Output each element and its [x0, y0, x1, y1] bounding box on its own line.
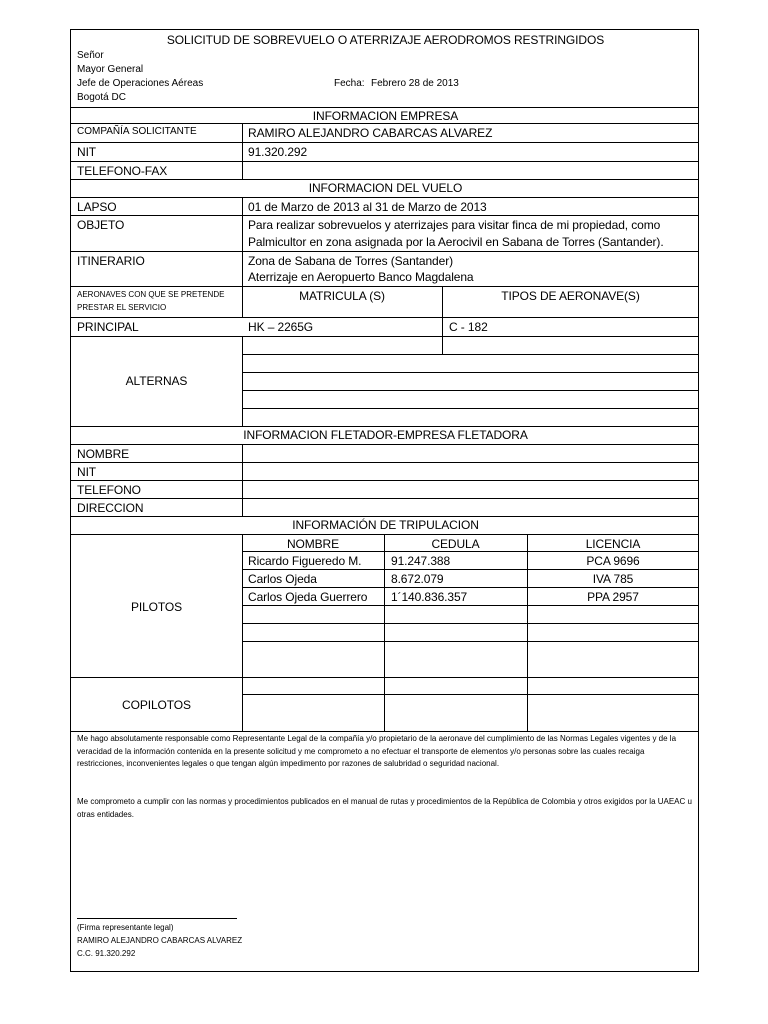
aeronaves-label-line-1: AERONAVES CON QUE SE PRETENDE — [77, 290, 225, 299]
principal-matricula: HK – 2265G — [248, 320, 314, 334]
rule — [71, 286, 699, 287]
piloto-nombre: Carlos Ojeda Guerrero — [248, 590, 368, 604]
piloto-cedula: 1´140.836.357 — [391, 590, 468, 604]
rule — [242, 605, 699, 606]
rule — [71, 426, 699, 427]
column-header-nombre: NOMBRE — [286, 537, 340, 551]
field-value-objeto-line-1: Para realizar sobrevuelos y aterrizajes para visitar finca de mi propiedad, como — [248, 218, 661, 232]
rule — [242, 408, 699, 409]
rule — [242, 587, 699, 588]
request-form — [70, 29, 699, 972]
field-label-nit: NIT — [77, 145, 97, 159]
section-header-fletador: INFORMACION FLETADOR-EMPRESA FLETADORA — [243, 428, 528, 442]
field-value-nit: 91.320.292 — [248, 145, 308, 159]
principal-label: PRINCIPAL — [77, 320, 139, 334]
declaration-paragraph-1: Me hago absolutamente responsable como Representante Legal de la compañía y/o propietario de la aeronave del cumplimiento de las Normas Legales vigentes y de la veracidad de la información contenida en la presente solicitud y me comprometo a no efectuar el transporte de elementos y/o personas sobre las cuales recaiga restricciones, inconvenientes legales o que tengan algún impedimento por razones de salubridad o seguridad nacional. — [77, 734, 677, 768]
rule — [242, 569, 699, 570]
column-header-matricula: MATRICULA (S) — [299, 289, 385, 303]
copilotos-label: COPILOTOS — [122, 698, 191, 712]
rule — [242, 534, 243, 731]
piloto-nombre: Ricardo Figueredo M. — [248, 554, 362, 568]
rule — [71, 123, 699, 124]
fletador-label-nit: NIT — [77, 465, 97, 479]
address-line-1: Señor — [77, 50, 104, 61]
rule — [71, 161, 699, 162]
rule — [242, 354, 699, 355]
rule — [71, 179, 699, 180]
address-line-4: Bogotá DC — [77, 92, 126, 103]
piloto-licencia: PPA 2957 — [587, 590, 639, 604]
field-label-compania: COMPAÑÍA SOLICITANTE — [77, 126, 197, 137]
rule — [71, 462, 699, 463]
date-value: Febrero 28 de 2013 — [371, 78, 459, 89]
principal-tipo: C - 182 — [449, 320, 488, 334]
signer-name: RAMIRO ALEJANDRO CABARCAS ALVAREZ — [77, 936, 243, 945]
piloto-licencia: IVA 785 — [592, 572, 634, 586]
rule — [71, 107, 699, 108]
rule — [242, 336, 243, 426]
column-header-cedula: CEDULA — [431, 537, 480, 551]
section-header-vuelo: INFORMACION DEL VUELO — [308, 181, 463, 195]
date-label: Fecha: — [334, 78, 365, 89]
pilotos-label: PILOTOS — [130, 600, 183, 614]
column-header-licencia: LICENCIA — [585, 537, 641, 551]
field-value-objeto-line-2: Palmicultor en zona asignada por la Aerocivil en Sabana de Torres (Santander). — [248, 235, 664, 249]
field-label-objeto: OBJETO — [77, 218, 125, 232]
rule — [242, 390, 699, 391]
rule — [242, 123, 243, 179]
rule — [71, 251, 699, 252]
rule — [242, 551, 699, 552]
signer-id: C.C. 91.320.292 — [77, 949, 136, 958]
field-value-lapso: 01 de Marzo de 2013 al 31 de Marzo de 2013 — [248, 200, 487, 214]
form-title: SOLICITUD DE SOBREVUELO O ATERRIZAJE AERODROMOS RESTRINGIDOS — [166, 33, 605, 47]
field-label-telefono-fax: TELEFONO-FAX — [77, 164, 168, 178]
rule — [71, 498, 699, 499]
rule — [384, 534, 385, 731]
rule — [71, 731, 699, 732]
rule — [71, 677, 699, 678]
aeronaves-label-line-2: PRESTAR EL SERVICIO — [77, 303, 167, 312]
rule — [242, 372, 699, 373]
rule — [242, 444, 243, 516]
rule — [242, 694, 699, 695]
rule — [71, 516, 699, 517]
rule — [71, 317, 699, 318]
rule — [71, 142, 699, 143]
field-value-itinerario-line-1: Zona de Sabana de Torres (Santander) — [248, 254, 453, 268]
fletador-label-telefono: TELEFONO — [77, 483, 141, 497]
rule — [71, 480, 699, 481]
field-label-lapso: LAPSO — [77, 200, 117, 214]
address-line-2: Mayor General — [77, 64, 144, 75]
rule — [242, 641, 699, 642]
section-header-tripulacion: INFORMACIÓN DE TRIPULACION — [292, 518, 479, 532]
field-label-itinerario: ITINERARIO — [77, 254, 145, 268]
piloto-cedula: 91.247.388 — [391, 554, 451, 568]
rule — [242, 623, 699, 624]
piloto-nombre: Carlos Ojeda — [248, 572, 317, 586]
declaration-paragraph-2: Me comprometo a cumplir con las normas y procedimientos publicados en el manual de rutas y procedimientos de la República de Colombia y otros exigidos por la UAEAC u otras entidades. — [77, 797, 692, 819]
rule — [71, 534, 699, 535]
rule — [71, 197, 699, 198]
rule — [71, 444, 699, 445]
piloto-licencia: PCA 9696 — [586, 554, 640, 568]
rule — [71, 215, 699, 216]
signature-label: (Firma representante legal) — [77, 923, 174, 932]
address-line-3: Jefe de Operaciones Aéreas — [77, 78, 204, 89]
piloto-cedula: 8.672.079 — [391, 572, 444, 586]
alternas-label: ALTERNAS — [125, 374, 188, 388]
fletador-label-nombre: NOMBRE — [77, 447, 130, 461]
fletador-label-direccion: DIRECCION — [77, 501, 144, 515]
rule — [71, 336, 699, 337]
section-header-empresa: INFORMACION EMPRESA — [312, 109, 459, 123]
column-header-tipos: TIPOS DE AERONAVE(S) — [501, 289, 640, 303]
signature-line — [77, 918, 237, 919]
field-value-itinerario-line-2: Aterrizaje en Aeropuerto Banco Magdalena — [248, 270, 474, 284]
field-value-compania: RAMIRO ALEJANDRO CABARCAS ALVAREZ — [248, 126, 493, 140]
